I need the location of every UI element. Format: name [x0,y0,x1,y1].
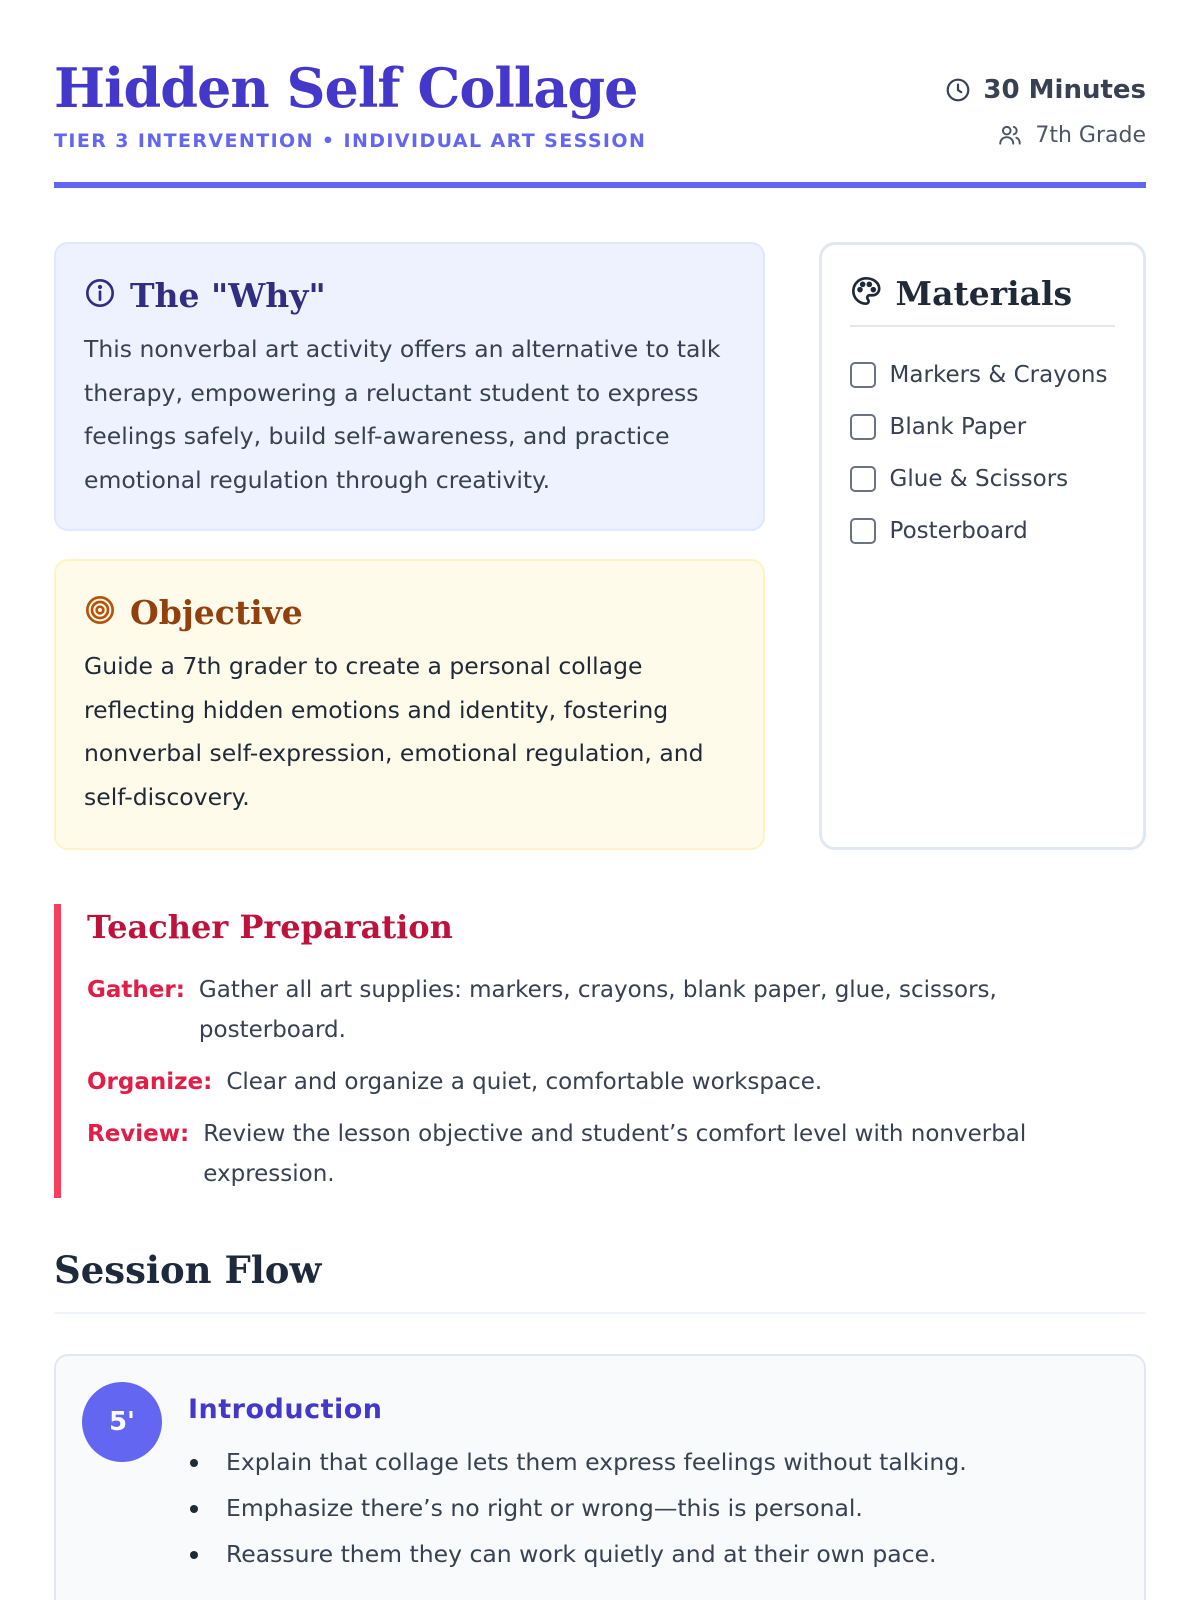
step-content [188,1382,967,1582]
prep-label: Gather: [87,977,185,1003]
flow-step-card [54,1354,1146,1600]
materials-list [850,355,1115,551]
prep-text: Clear and organize a quiet, comfortable workspace. [226,1069,823,1095]
step-bullet: Reassure them they can work quietly and at their own pace. [188,1531,967,1577]
prep-row [87,1114,1146,1194]
material-label: Glue & Scissors [889,466,1069,492]
prep-row [87,970,1146,1050]
meta-block [945,56,1146,150]
why-header [84,270,735,320]
why-card [54,242,765,531]
prep-label: Organize: [87,1069,213,1095]
material-item[interactable] [850,407,1115,447]
step-bullet: Explain that collage lets them express feelings without talking. [188,1439,967,1485]
target-icon [84,594,116,630]
left-column [54,242,765,850]
material-item[interactable] [850,355,1115,395]
grade-label: 7th Grade [1035,122,1146,148]
session-flow-title: Session Flow [54,1248,1146,1314]
overview-grid [54,242,1146,850]
material-checkbox[interactable] [850,518,876,544]
material-label: Markers & Crayons [889,362,1108,388]
why-title: The "Why" [130,275,326,315]
clock-icon [945,77,971,103]
prep-label: Review: [87,1121,190,1147]
material-checkbox[interactable] [850,362,876,388]
step-bullets [188,1439,967,1577]
teacher-preparation [54,904,1146,1198]
duration-label: 30 Minutes [983,75,1146,105]
objective-title: Objective [130,592,303,632]
objective-card [54,559,765,850]
material-item[interactable] [850,459,1115,499]
grade [945,120,1146,150]
material-checkbox[interactable] [850,414,876,440]
material-label: Posterboard [889,518,1028,544]
info-icon [84,277,116,313]
objective-header [84,587,735,637]
prep-title: Teacher Preparation [87,908,453,946]
step-title: Introduction [188,1394,383,1425]
material-checkbox[interactable] [850,466,876,492]
material-label: Blank Paper [889,414,1027,440]
why-body: This nonverbal art activity offers an alternative to talk therapy, empowering a reluctant student to express feelings safely, build self-awareness, and practice emotional regulation through creativity. [84,335,721,494]
duration [945,72,1146,108]
prep-text: Gather all art supplies: markers, crayons, blank paper, glue, scissors, posterboard. [198,977,997,1043]
users-icon [997,122,1023,148]
materials-header [850,271,1115,327]
palette-icon [850,275,882,311]
objective-body: Guide a 7th grader to create a personal collage reflecting hidden emotions and identity, fostering nonverbal self-expression, emotional regulation, and self-discovery. [84,652,704,811]
page-subtitle: TIER 3 INTERVENTION • INDIVIDUAL ART SESSION [54,130,647,152]
prep-text: Review the lesson objective and student’s comfort level with nonverbal expression. [203,1121,1027,1187]
step-duration-badge: 5' [82,1382,162,1462]
step-bullet: Emphasize there’s no right or wrong—this is personal. [188,1485,967,1531]
header [54,56,1146,188]
material-item[interactable] [850,511,1115,551]
page-title: Hidden Self Collage [54,56,638,120]
materials-title: Materials [895,273,1073,313]
prep-row [87,1062,1146,1102]
title-block [54,56,646,152]
materials-card [819,242,1146,850]
